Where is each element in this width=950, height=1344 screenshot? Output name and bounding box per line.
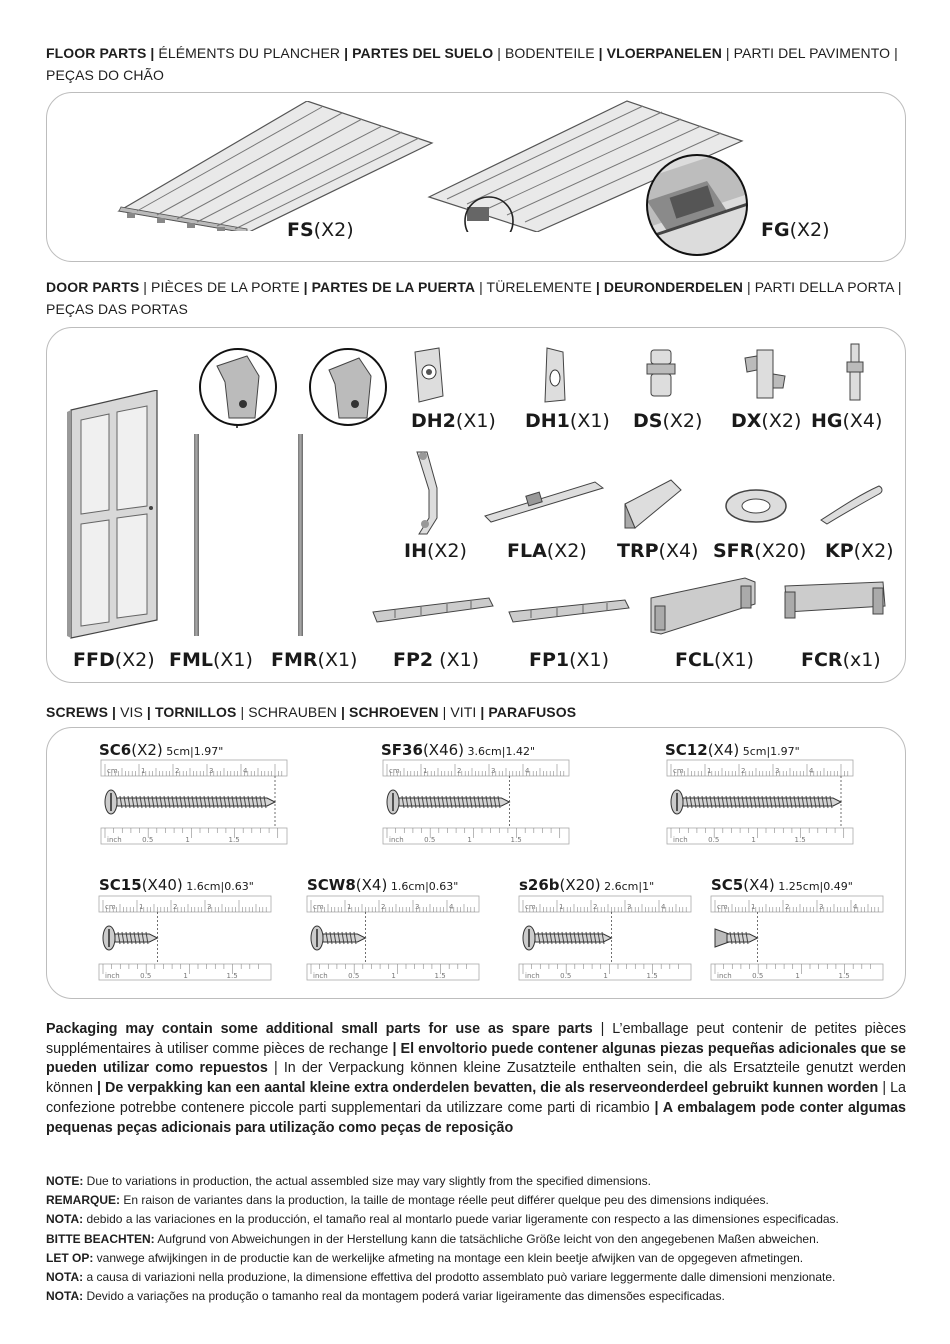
text-run: | (340, 45, 353, 61)
door-parts-heading (46, 276, 908, 320)
ruler-tick-label: 0.5 (752, 972, 764, 980)
ruler-unit-cm: cm (107, 767, 118, 775)
ruler-unit-inch: inch (525, 972, 540, 980)
part-label-fs: FS(X2) (287, 219, 354, 241)
fp1-bar-icon (507, 592, 633, 632)
part-label-trp: TRP(X4) (617, 540, 699, 562)
text-run: SCREWS (46, 704, 109, 720)
ruler-unit-inch: inch (389, 836, 404, 844)
ruler-tick-label: 1 (559, 903, 564, 911)
ruler-tick-label: 2 (593, 903, 598, 911)
ruler-tick-label: 1 (603, 972, 608, 980)
ruler-tick-label: 3 (415, 903, 420, 911)
ruler-unit-cm: cm (105, 903, 116, 911)
ruler-tick-label: 4 (809, 767, 814, 775)
part-label-dh2: DH2(X1) (411, 410, 496, 432)
ruler-tick-label: 0.5 (142, 836, 154, 844)
text-run: | (476, 704, 489, 720)
screw-figure-sf36 (379, 758, 575, 850)
part-label-fp2: FP2 (X1) (393, 649, 480, 671)
part-label-dh1: DH1(X1) (525, 410, 610, 432)
text-run: | De verpakking kan een aantal kleine extra onderdelen bevatten, die als reserveonderdeel gebruikt kunnen worden (96, 1080, 879, 1097)
note-line: NOTA: Devido a variações na produção o tamanho real da montagem poderá variar ligeiramente das dimensões especificadas. (46, 1289, 725, 1304)
ruler-tick-label: 1.5 (794, 836, 806, 844)
ruler-tick-label: 1 (707, 767, 712, 775)
floor-panel-fs-illustration (107, 101, 437, 231)
text-run: VITI (450, 704, 477, 720)
ruler-tick-label: 1 (467, 836, 472, 844)
dx-connector-icon (743, 348, 787, 400)
ruler-tick-label: 1.5 (434, 972, 446, 980)
text-run: PIÈCES DE LA PORTE (151, 279, 300, 295)
fmr-profile-magnifier-icon (307, 346, 389, 428)
part-label-fla: FLA(X2) (507, 540, 587, 562)
text-run: | PEÇAS DAS PORTAS (46, 279, 902, 317)
ruler-tick-label: 3 (627, 903, 632, 911)
ruler-tick-label: 4 (243, 767, 248, 775)
ruler-tick-label: 1.5 (226, 972, 238, 980)
dh2-hinge-icon (409, 346, 449, 404)
floor-parts-panel (46, 92, 906, 262)
text-run: | In der Verpackung können kleine Zusatzteile enthalten sein, die als Ersatzteile genutzt werden können (46, 1060, 906, 1097)
text-run: | (142, 704, 155, 720)
screw-label-s26b: s26b(X20) 2.6cm|1" (519, 876, 655, 894)
ruler-tick-label: 2 (457, 767, 462, 775)
dh1-hinge-icon (535, 346, 575, 404)
fcl-corner-icon (645, 574, 761, 640)
ruler-tick-label: 1 (185, 836, 190, 844)
part-label-dx: DX(X2) (731, 410, 802, 432)
text-run: | (236, 704, 249, 720)
ruler-tick-label: 2 (785, 903, 790, 911)
text-run: | A embalagem pode conter algumas pequenas peças adicionais para utilização como peças de reposição (46, 1099, 906, 1136)
screw-label-sf36: SF36(X46) 3.6cm|1.42" (381, 741, 536, 759)
text-run: SCHRAUBEN (248, 704, 337, 720)
kp-clip-icon (817, 482, 887, 526)
rod-fml (194, 434, 199, 636)
text-run: | (299, 279, 312, 295)
part-label-sfr: SFR(X20) (713, 540, 807, 562)
ruler-tick-label: 1.5 (646, 972, 658, 980)
ruler-tick-label: 1.5 (510, 836, 522, 844)
note-line: NOTE: Due to variations in production, the actual assembled size may vary slightly from the specified dimensions. (46, 1174, 651, 1188)
ruler-tick-label: 2 (381, 903, 386, 911)
text-run: | (742, 279, 755, 295)
part-label-ds: DS(X2) (633, 410, 703, 432)
screw-figure-sc15 (95, 894, 277, 986)
ruler-tick-label: 1 (751, 836, 756, 844)
fla-latch-icon (483, 478, 607, 524)
part-label-ffd: FFD(X2) (73, 649, 155, 671)
rod-fmr (298, 434, 303, 636)
ruler-tick-label: 1.5 (228, 836, 240, 844)
ruler-unit-inch: inch (107, 836, 122, 844)
ruler-unit-inch: inch (313, 972, 328, 980)
part-label-hg: HG(X4) (811, 410, 883, 432)
ruler-unit-cm: cm (313, 903, 324, 911)
sfr-washer-icon (723, 486, 789, 526)
screw-figure-sc6 (97, 758, 293, 850)
ruler-tick-label: 3 (775, 767, 780, 775)
text-run: | PEÇAS DO CHÃO (46, 45, 898, 83)
text-run: PARTES DEL SUELO (352, 45, 494, 61)
door-parts-panel (46, 327, 906, 683)
packaging-note (46, 1020, 906, 1138)
note-line: REMARQUE: En raison de variantes dans la production, la taille de montage réelle peut différer quelque peu des dimensions indiquées. (46, 1193, 769, 1208)
text-run: | El envoltorio puede contener algunas piezas pequeñas adicionales que se pueden utilizar como repuestos (46, 1040, 907, 1077)
text-run: VLOERPANELEN (606, 45, 722, 61)
fcr-corner-icon (779, 576, 891, 636)
floor-parts-heading (46, 42, 908, 86)
ruler-tick-label: 0.5 (140, 972, 152, 980)
text-run: | (591, 279, 604, 295)
trp-wedge-icon (621, 476, 685, 532)
fml-profile-magnifier-icon (197, 346, 279, 428)
ruler-tick-label: 4 (449, 903, 454, 911)
ruler-tick-label: 2 (741, 767, 746, 775)
screw-figure-scw8 (303, 894, 485, 986)
hg-pin-icon (843, 342, 867, 404)
ruler-tick-label: 1.5 (838, 972, 850, 980)
text-run: PARTES DE LA PUERTA (311, 279, 476, 295)
ruler-tick-label: 4 (661, 903, 666, 911)
ruler-unit-inch: inch (717, 972, 732, 980)
text-run: | (337, 704, 349, 720)
ds-stopper-icon (643, 348, 679, 400)
ruler-unit-inch: inch (105, 972, 120, 980)
part-label-fml: FML(X1) (169, 649, 253, 671)
screws-heading (46, 701, 908, 723)
screw-label-sc5: SC5(X4) 1.25cm|0.49" (711, 876, 853, 894)
fg-detail-magnifier-icon (637, 151, 757, 259)
ruler-unit-inch: inch (673, 836, 688, 844)
ruler-tick-label: 1 (183, 972, 188, 980)
text-run: DOOR PARTS (46, 279, 140, 295)
ruler-tick-label: 4 (525, 767, 530, 775)
text-run: | (438, 704, 451, 720)
text-run: PARTI DEL PAVIMENTO (733, 45, 891, 61)
ruler-tick-label: 2 (175, 767, 180, 775)
part-label-fmr: FMR(X1) (271, 649, 358, 671)
part-label-fcl: FCL(X1) (675, 649, 754, 671)
ruler-tick-label: 3 (207, 903, 212, 911)
screw-figure-sc5 (707, 894, 889, 986)
screw-label-sc6: SC6(X2) 5cm|1.97" (99, 741, 224, 759)
text-run: | La confezione potrebbe contenere piccole parti supplementari da utilizzare come parti di ricambio (46, 1080, 906, 1116)
text-run: BODENTEILE (504, 45, 595, 61)
ruler-tick-label: 3 (209, 767, 214, 775)
part-label-kp: KP(X2) (825, 540, 894, 562)
ruler-unit-cm: cm (389, 767, 400, 775)
ruler-tick-label: 0.5 (424, 836, 436, 844)
text-run: | (108, 704, 121, 720)
text-run: PARAFUSOS (488, 704, 577, 720)
note-line: NOTA: a causa di variazioni nella produzione, la dimensione effettiva del prodotto assemblato può variare leggermente dalle dimensioni menzionate. (46, 1270, 836, 1285)
ruler-tick-label: 3 (819, 903, 824, 911)
note-line: NOTA: debido a las variaciones en la producción, el tamaño real al montarlo puede variar ligeramente con respecto a las dimensiones especificadas. (46, 1212, 839, 1227)
ruler-tick-label: 1 (141, 767, 146, 775)
text-run: PARTI DELLA PORTA (754, 279, 894, 295)
text-run: VIS (120, 704, 143, 720)
dimension-notes (46, 1172, 916, 1306)
ruler-unit-cm: cm (525, 903, 536, 911)
part-label-ih: IH(X2) (404, 540, 467, 562)
note-line: LET OP: vanwege afwijkingen in de productie kan de werkelijke afmeting na montage een klein beetje afwijken van de opgegeven afmetingen. (46, 1250, 804, 1265)
fp2-bar-icon (371, 592, 497, 632)
ruler-tick-label: 1 (751, 903, 756, 911)
text-run: FLOOR PARTS (46, 45, 147, 61)
text-run: | (146, 45, 159, 61)
text-run: | (493, 45, 505, 61)
ruler-tick-label: 1 (795, 972, 800, 980)
screw-label-sc15: SC15(X40) 1.6cm|0.63" (99, 876, 254, 894)
text-run: | (721, 45, 734, 61)
part-label-fg: FG(X2) (761, 219, 830, 241)
ruler-tick-label: 0.5 (560, 972, 572, 980)
text-run: | L’emballage peut contenir de petites pièces supplémentaires à utiliser comme pièces de rechange (46, 1021, 906, 1057)
text-run: Packaging may contain some additional small parts for use as spare parts (46, 1021, 593, 1037)
ih-handle-icon (407, 448, 447, 538)
ruler-tick-label: 1 (391, 972, 396, 980)
text-run: DEURONDERDELEN (603, 279, 743, 295)
screw-figure-sc12 (663, 758, 859, 850)
ruler-tick-label: 4 (853, 903, 858, 911)
ruler-tick-label: 3 (491, 767, 496, 775)
text-run: TORNILLOS (154, 704, 237, 720)
ruler-unit-cm: cm (673, 767, 684, 775)
text-run: SCHROEVEN (349, 704, 439, 720)
text-run: | (475, 279, 487, 295)
ruler-tick-label: 1 (347, 903, 352, 911)
screw-figure-s26b (515, 894, 697, 986)
ruler-tick-label: 1 (423, 767, 428, 775)
ruler-tick-label: 0.5 (708, 836, 720, 844)
part-label-fcr: FCR(x1) (801, 649, 881, 671)
ruler-tick-label: 2 (173, 903, 178, 911)
text-run: ÉLÉMENTS DU PLANCHER (158, 45, 341, 61)
ruler-tick-label: 1 (139, 903, 144, 911)
text-run: | (139, 279, 152, 295)
note-line: BITTE BEACHTEN: Aufgrund von Abweichungen in der Herstellung kann die tatsächliche Größe leicht von den angegebenen Maßen abweichen. (46, 1231, 820, 1246)
text-run: TÜRELEMENTE (486, 279, 592, 295)
ruler-tick-label: 0.5 (348, 972, 360, 980)
text-run: | (594, 45, 607, 61)
screw-label-sc12: SC12(X4) 5cm|1.97" (665, 741, 800, 759)
door-ffd-illustration (65, 390, 165, 640)
screw-label-scw8: SCW8(X4) 1.6cm|0.63" (307, 876, 459, 894)
part-label-fp1: FP1(X1) (529, 649, 610, 671)
ruler-unit-cm: cm (717, 903, 728, 911)
screws-panel (46, 727, 906, 999)
